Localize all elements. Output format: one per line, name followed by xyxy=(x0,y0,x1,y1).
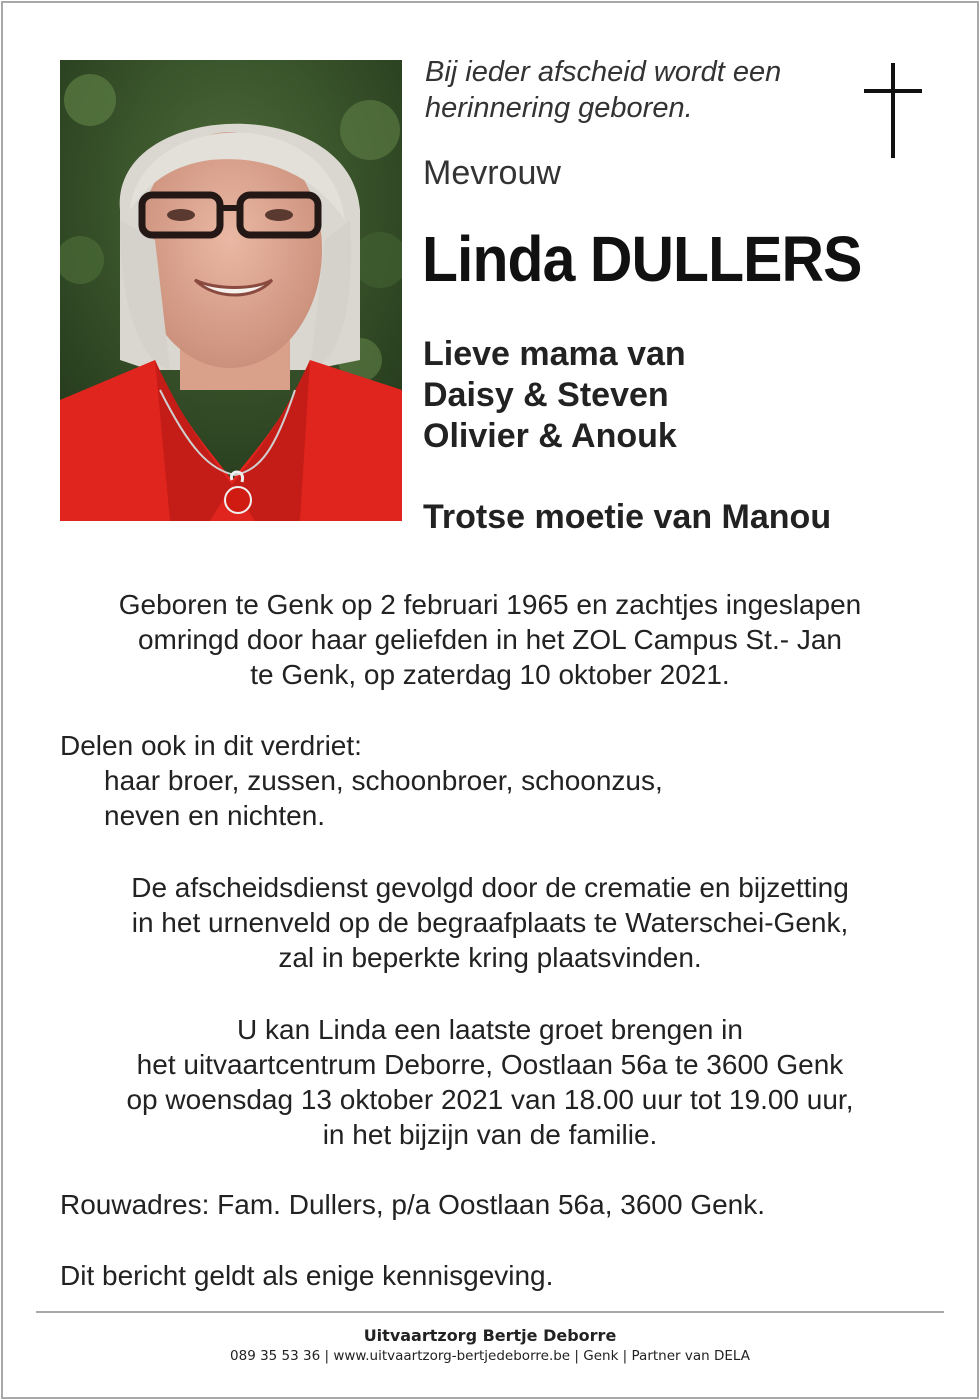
visitation-line-3: op woensdag 13 oktober 2021 van 18.00 uur tot 19.00 uur, xyxy=(126,1084,854,1115)
quote-line-2: herinnering geboren. xyxy=(425,92,693,124)
deceased-name: Linda DULLERS xyxy=(422,223,862,295)
family-block xyxy=(423,334,686,457)
portrait-photo xyxy=(60,60,402,521)
family-line-3: Olivier & Anouk xyxy=(423,417,677,455)
family-line-2: Daisy & Steven xyxy=(423,376,669,414)
visitation-line-2: het uitvaartcentrum Deborre, Oostlaan 56a te 3600 Genk xyxy=(136,1049,844,1080)
mourners-paragraph xyxy=(60,728,663,833)
mourning-address: Rouwadres: Fam. Dullers, p/a Oostlaan 56a, 3600 Genk. xyxy=(60,1189,766,1220)
service-line-3: zal in beperkte kring plaatsvinden. xyxy=(278,942,702,973)
mourners-intro: Delen ook in dit verdriet: xyxy=(60,730,362,761)
mourners-line-2: neven en nichten. xyxy=(104,800,326,831)
notice-text: Dit bericht geldt als enige kennisgeving. xyxy=(60,1260,554,1291)
mourners-line-1: haar broer, zussen, schoonbroer, schoonzus, xyxy=(104,765,663,796)
service-line-2: in het urnenveld op de begraafplaats te Waterschei-Genk, xyxy=(131,907,849,938)
funeral-home-contact: 089 35 53 36 | www.uitvaartzorg-bertjedeborre.be | Genk | Partner van DELA xyxy=(230,1348,750,1364)
birth-death-line-2: omringd door haar geliefden in het ZOL Campus St.- Jan xyxy=(137,624,842,655)
service-paragraph xyxy=(40,870,940,975)
birth-death-line-1: Geboren te Genk op 2 februari 1965 en zachtjes ingeslapen xyxy=(118,589,862,620)
memorial-quote xyxy=(425,54,845,126)
funeral-home-name: Uitvaartzorg Bertje Deborre xyxy=(363,1326,617,1345)
visitation-line-4: in het bijzijn van de familie. xyxy=(322,1119,658,1150)
family-line-1: Lieve mama van xyxy=(423,335,686,373)
cross-icon xyxy=(864,63,922,159)
service-line-1: De afscheidsdienst gevolgd door de crematie en bijzetting xyxy=(131,872,849,903)
grandchild-line: Trotse moetie van Manou xyxy=(423,498,832,536)
visitation-paragraph xyxy=(40,1012,940,1152)
footer-divider xyxy=(36,1311,944,1313)
birth-death-paragraph xyxy=(40,587,940,692)
honorific-title: Mevrouw xyxy=(423,154,561,192)
quote-line-1: Bij ieder afscheid wordt een xyxy=(425,56,782,88)
visitation-line-1: U kan Linda een laatste groet brengen in xyxy=(237,1014,743,1045)
birth-death-line-3: te Genk, op zaterdag 10 oktober 2021. xyxy=(250,659,730,690)
